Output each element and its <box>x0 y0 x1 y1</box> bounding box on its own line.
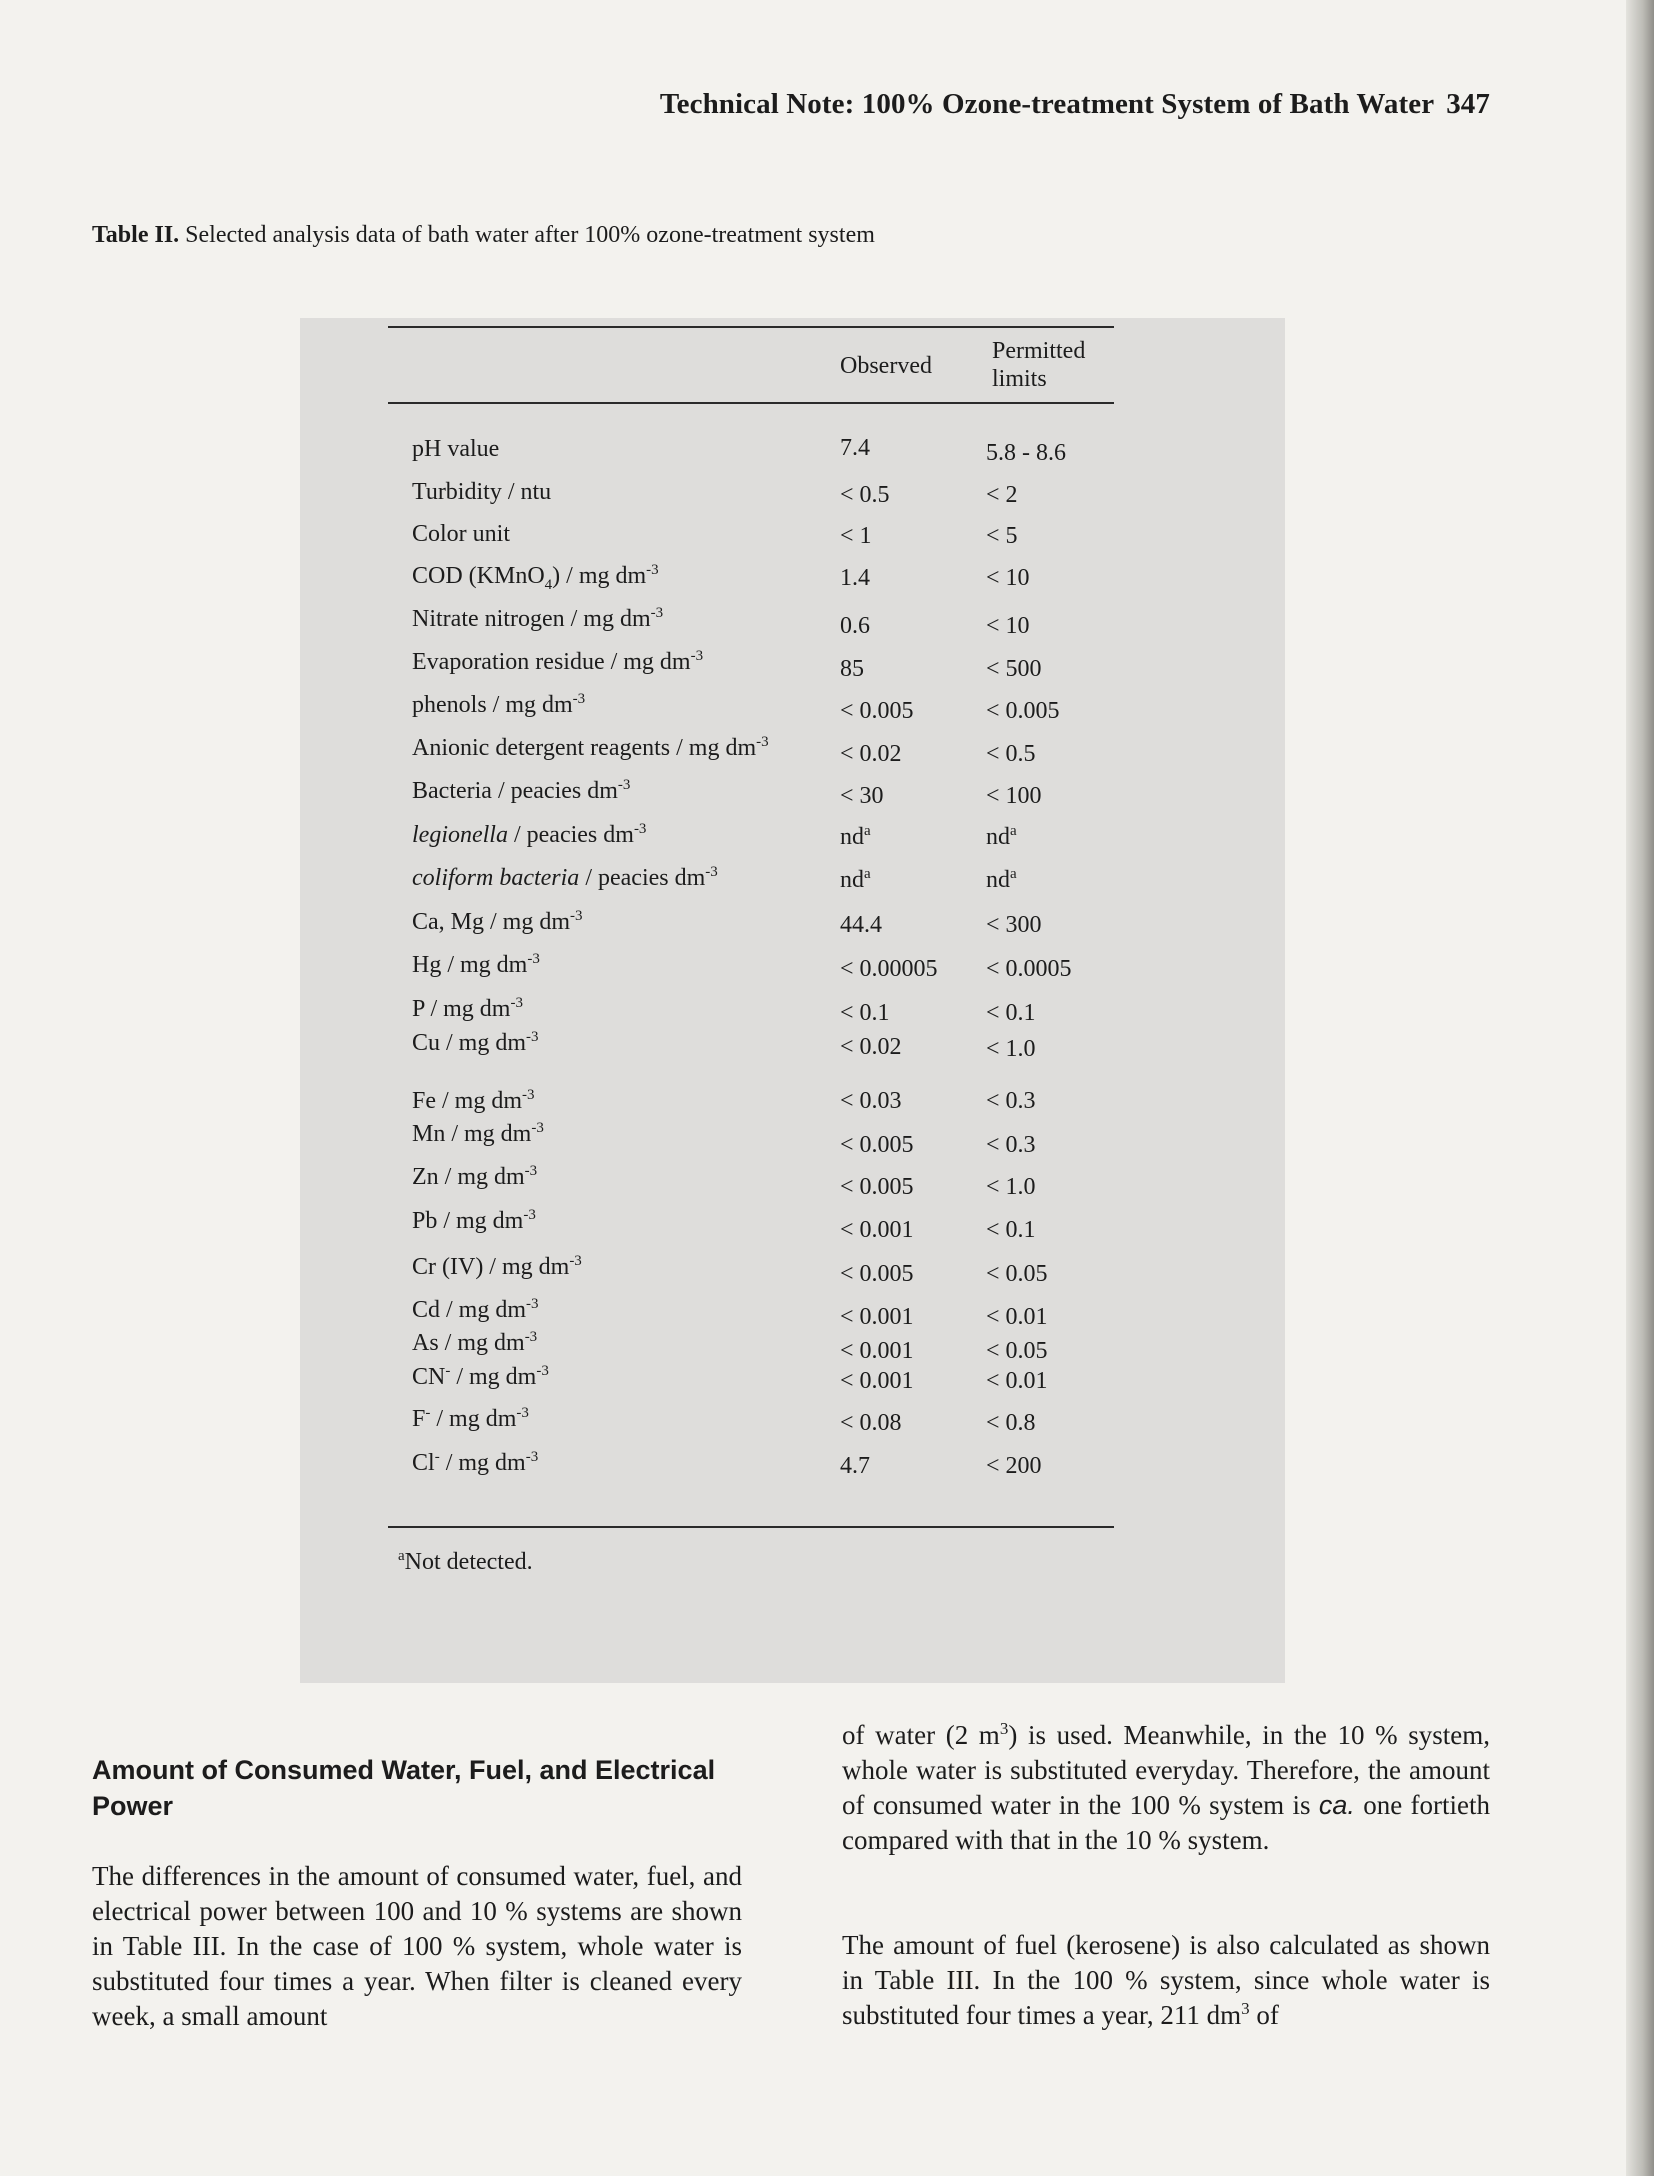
table-row-label: P / mg $dm^{-3}$ <box>412 995 523 1022</box>
table-row-label: Fe / mg $dm^{-3}$ <box>412 1087 535 1114</box>
rp1-sup: 3 <box>999 1719 1009 1738</box>
table-cell-observed: 1.4 <box>840 565 870 591</box>
table-top-rule <box>388 326 1114 328</box>
table-row-label: Mn / mg $dm^{-3}$ <box>412 1120 544 1147</box>
table-cell-observed: $nd^a$ <box>840 866 871 893</box>
table-cell-observed: < 0.001 <box>840 1338 914 1364</box>
table-cell-permitted: < 0.1 <box>986 1217 1036 1243</box>
table-row-label: Zn / mg $dm^{-3}$ <box>412 1163 538 1190</box>
table-cell-observed: < 0.5 <box>840 482 890 508</box>
table-cell-permitted: < 5 <box>986 523 1018 549</box>
table-footnote <box>398 1549 533 1576</box>
footnote-mark: a <box>398 1548 405 1564</box>
table-cell-observed: < 0.005 <box>840 698 914 724</box>
table-row-label: Cl- / mg $dm^{-3}$ <box>412 1449 539 1476</box>
table-row-label: F- / mg $dm^{-3}$ <box>412 1405 529 1432</box>
table-cell-observed: < 0.005 <box>840 1261 914 1287</box>
table-cell-permitted: < 0.3 <box>986 1132 1036 1158</box>
table-cell-observed: < 0.00005 <box>840 956 938 982</box>
table-header-rule <box>388 402 1114 404</box>
table-cell-permitted: < 0.5 <box>986 741 1036 767</box>
table-row-label: CN- / mg $dm^{-3}$ <box>412 1363 549 1390</box>
table-cell-observed: 85 <box>840 656 864 682</box>
table-row-label: Cu / mg $dm^{-3}$ <box>412 1029 539 1056</box>
rp1-text-c: one fortieth compared with that in the 10 % system. <box>842 1790 1490 1855</box>
table-cell-permitted: < 500 <box>986 656 1042 682</box>
rp2-text-a: The amount of fuel (kerosene) is also calculated as shown in Table III. In the 100 % system, since whole water is substituted four times a year, 211 dm <box>842 1930 1490 2030</box>
table-row-label: legionella / peacies $dm^{-3}$ <box>412 821 647 848</box>
table-cell-permitted: < 100 <box>986 783 1042 809</box>
table-row-label: Cr (IV) / mg $dm^{-3}$ <box>412 1253 582 1280</box>
table-cell-observed: < 0.03 <box>840 1088 902 1114</box>
table-row-label: Ca, Mg / mg $dm^{-3}$ <box>412 908 583 935</box>
table-cell-permitted: < 10 <box>986 565 1030 591</box>
table-cell-observed: < 0.001 <box>840 1304 914 1330</box>
table-row-label: Color unit <box>412 521 511 547</box>
table-cell-permitted: < 200 <box>986 1453 1042 1479</box>
table-cell-observed: $nd^a$ <box>840 823 871 850</box>
table-cell-permitted: < 0.1 <box>986 1000 1036 1026</box>
table-cell-permitted: $nd^a$ <box>986 866 1017 893</box>
table-row-label: COD (KMnO$_4$) / mg $dm^{-3}$ <box>412 562 659 593</box>
table-caption-text: Selected analysis data of bath water after 100% ozone-treatment system <box>185 222 875 248</box>
table-row-label: As / mg $dm^{-3}$ <box>412 1329 538 1356</box>
table-cell-permitted: < 0.01 <box>986 1304 1048 1330</box>
table-cell-observed: 7.4 <box>840 435 870 461</box>
rp1-text-b: ) is used. Meanwhile, in the 10 % system, whole water is substituted everyday. Therefore, the amount of consumed water in the 100 % system is <box>842 1720 1490 1820</box>
table-cell-observed: < 0.001 <box>840 1368 914 1394</box>
table-cell-observed: < 0.005 <box>840 1174 914 1200</box>
table-row-label: Evaporation residue / mg $dm^{-3}$ <box>412 648 704 675</box>
table-cell-permitted: < 2 <box>986 482 1018 508</box>
running-header <box>600 88 1490 121</box>
table-row-label: Pb / mg $dm^{-3}$ <box>412 1207 536 1234</box>
table-cell-observed: 44.4 <box>840 912 882 938</box>
table-row-label: Bacteria / peacies $dm^{-3}$ <box>412 777 631 804</box>
table-cell-permitted: 5.8 - 8.6 <box>986 440 1066 466</box>
table-cell-permitted: < 1.0 <box>986 1174 1036 1200</box>
table-cell-permitted: < 0.8 <box>986 1410 1036 1436</box>
table-row-label: Anionic detergent reagents / mg $dm^{-3}$ <box>412 734 769 761</box>
header-title: Technical Note: 100% Ozone-treatment System of Bath Water <box>659 88 1435 120</box>
table-cell-observed: < 0.005 <box>840 1132 914 1158</box>
table-cell-permitted: < 1.0 <box>986 1036 1036 1062</box>
table-cell-permitted: < 0.05 <box>986 1261 1048 1287</box>
table-caption <box>92 222 1192 249</box>
table-cell-permitted: < 0.05 <box>986 1338 1048 1364</box>
table-row-label: Hg / mg $dm^{-3}$ <box>412 951 540 978</box>
table-row-label: Cd / mg $dm^{-3}$ <box>412 1296 539 1323</box>
table-row-label: phenols / mg $dm^{-3}$ <box>412 691 586 718</box>
table-cell-observed: 4.7 <box>840 1453 870 1479</box>
rp2-text-b: of <box>1249 2000 1279 2030</box>
table-row-label: pH value <box>412 436 500 462</box>
table-cell-observed: < 1 <box>840 523 872 549</box>
table-cell-permitted: < 0.005 <box>986 698 1060 724</box>
rp1-italic: ca. <box>1318 1790 1355 1820</box>
footnote-text: Not detected. <box>404 1549 533 1575</box>
table-cell-observed: < 0.08 <box>840 1410 902 1436</box>
table-cell-observed: < 0.02 <box>840 1034 902 1060</box>
table-caption-label: Table II. <box>92 222 180 248</box>
page-edge <box>1626 0 1654 2176</box>
right-paragraph-2 <box>842 1928 1490 2033</box>
table-row-label: Turbidity / ntu <box>412 479 552 505</box>
right-paragraph-1 <box>842 1718 1490 1858</box>
table-cell-observed: 0.6 <box>840 613 870 639</box>
page-number: 347 <box>1446 88 1490 120</box>
table-cell-permitted: < 300 <box>986 912 1042 938</box>
rp2-sup: 3 <box>1241 1999 1250 2018</box>
column-header-permitted-line1: Permitted <box>992 338 1086 364</box>
table-cell-permitted: $nd^a$ <box>986 823 1017 850</box>
table-row-label: coliform bacteria / peacies $dm^{-3}$ <box>412 864 718 891</box>
table-cell-permitted: < 0.3 <box>986 1088 1036 1114</box>
table-row-label: Nitrate nitrogen / mg $dm^{-3}$ <box>412 605 664 632</box>
rp1-text-a: of water (2 m <box>842 1720 1000 1750</box>
table-cell-permitted: < 0.01 <box>986 1368 1048 1394</box>
table-cell-observed: < 0.001 <box>840 1217 914 1243</box>
table-cell-observed: < 30 <box>840 783 884 809</box>
column-header-permitted-line2: limits <box>992 366 1047 392</box>
column-header-permitted <box>992 337 1085 393</box>
table-cell-permitted: < 10 <box>986 613 1030 639</box>
table-cell-observed: < 0.02 <box>840 741 902 767</box>
section-heading: Amount of Consumed Water, Fuel, and Electrical Power <box>92 1755 716 1821</box>
table-cell-permitted: < 0.0005 <box>986 956 1072 982</box>
table-cell-observed: < 0.1 <box>840 1000 890 1026</box>
column-header-observed: Observed <box>840 353 932 379</box>
table-bottom-rule <box>388 1526 1114 1528</box>
left-paragraph: The differences in the amount of consumed water, fuel, and electrical power between 100 and 10 % systems are shown in Table III. In the case of 100 % system, whole water is substituted four times a year. When filter is cleaned every week, a small amount <box>92 1861 742 2031</box>
